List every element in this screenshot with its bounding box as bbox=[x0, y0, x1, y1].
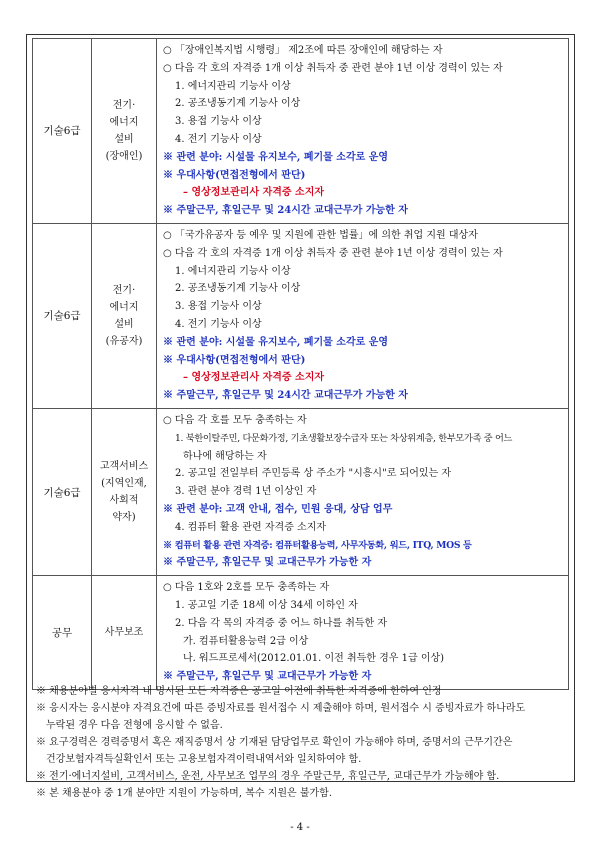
field-line: 설비 bbox=[114, 133, 134, 145]
requirement-line: 4. 전기 기능사 이상 bbox=[175, 318, 262, 330]
requirement-line: 나. 워드프로세서(2012.01.01. 이전 취득한 경우 1급 이상) bbox=[183, 653, 445, 665]
table-row bbox=[33, 408, 569, 575]
requirement-line: 1. 공고일 기준 18세 이상 34세 이하인 자 bbox=[175, 599, 358, 611]
field-line: (장애인) bbox=[105, 150, 143, 162]
field-line: 전기· bbox=[112, 284, 136, 296]
field-line: 설비 bbox=[114, 318, 134, 330]
field-line: 사무보조 bbox=[104, 627, 144, 638]
requirements-cell bbox=[157, 576, 569, 690]
field-cell bbox=[92, 576, 157, 690]
note-continuation: 건강보험자격득실확인서 또는 고용보험자격이력내역서와 일치하여야 함. bbox=[46, 754, 362, 765]
page-number: - 4 - bbox=[290, 822, 310, 833]
requirement-line: ※ 우대사항(면접전형에서 판단) bbox=[163, 169, 306, 181]
table-row bbox=[33, 576, 569, 690]
requirement-line: ○ 「국가유공자 등 예우 및 지원에 관한 법률」에 의한 취업 지원 대상자 bbox=[163, 229, 478, 241]
table-row bbox=[33, 223, 569, 408]
field-line: 전기· bbox=[112, 99, 136, 111]
field-line: 에너지 bbox=[109, 301, 139, 313]
requirement-line: 1. 북한이탈주민, 다문화가정, 기초생활보장수급자 또는 차상위계층, 한부모가족 중 어느 bbox=[175, 432, 513, 444]
requirement-line: 3. 관련 분야 경력 1년 이상인 자 bbox=[175, 486, 317, 498]
field-line: 사회적 bbox=[109, 495, 139, 507]
requirement-line: ○ 다음 각 호를 모두 충족하는 자 bbox=[163, 414, 307, 426]
note-continuation: 누락된 경우 다음 전형에 응시할 수 없음. bbox=[46, 720, 223, 731]
grade-cell: 기술6급 bbox=[33, 408, 92, 575]
field-cell bbox=[92, 39, 157, 224]
field-line: (지역인재, bbox=[101, 478, 147, 490]
requirement-line: 4. 전기 기능사 이상 bbox=[175, 133, 262, 145]
requirement-line: 가. 컴퓨터활용능력 2급 이상 bbox=[183, 635, 309, 647]
requirement-line: 3. 용접 기능사 이상 bbox=[175, 301, 262, 313]
requirement-line: ※ 컴퓨터 활용 관련 자격증: 컴퓨터활용능력, 사무자동화, 워드, ITQ, MOS 등 bbox=[163, 539, 472, 551]
requirement-line: ※ 주말근무, 휴일근무 및 교대근무가 가능한 자 bbox=[163, 557, 372, 569]
note-item: ※ 전기·에너지설비, 고객서비스, 운전, 사무보조 업무의 경우 주말근무, 휴일근무, 교대근무가 가능해야 함. bbox=[36, 771, 500, 782]
requirement-line: ※ 관련 분야: 시설물 유지보수, 폐기물 소각로 운영 bbox=[163, 336, 389, 348]
requirements-cell bbox=[157, 408, 569, 575]
requirement-line: 1. 에너지관리 기능사 이상 bbox=[175, 80, 291, 92]
requirement-line: 2. 다음 각 목의 자격증 중 어느 하나를 취득한 자 bbox=[175, 617, 388, 629]
requirement-line: ○ 다음 1호와 2호를 모두 충족하는 자 bbox=[163, 582, 330, 594]
requirement-line: 1. 에너지관리 기능사 이상 bbox=[175, 265, 291, 277]
field-cell bbox=[92, 223, 157, 408]
requirement-line: 3. 용접 기능사 이상 bbox=[175, 116, 262, 128]
note-item: ※ 본 채용분야 중 1개 분야만 지원이 가능하며, 복수 지원은 불가함. bbox=[36, 788, 333, 799]
requirement-line: ※ 관련 분야: 고객 안내, 접수, 민원 응대, 상담 업무 bbox=[163, 503, 393, 515]
requirement-line: ※ 우대사항(면접전형에서 판단) bbox=[163, 354, 306, 366]
requirement-line: – 영상정보관리사 자격증 소지자 bbox=[183, 187, 325, 199]
requirement-line: 4. 컴퓨터 활용 관련 자격증 소지자 bbox=[175, 521, 327, 533]
field-line: 고객서비스 bbox=[99, 461, 149, 473]
note-item: ※ 요구경력은 경력증명서 혹은 재직증명서 상 기재된 담당업무로 확인이 가능해야 하며, 증명서의 근무기간은 bbox=[36, 737, 513, 748]
grade-cell: 기술6급 bbox=[33, 39, 92, 224]
requirement-line: ○ 다음 각 호의 자격증 1개 이상 취득자 중 관련 분야 1년 이상 경력이 있는 자 bbox=[163, 62, 503, 74]
grade-cell: 기술6급 bbox=[33, 223, 92, 408]
requirement-line: – 영상정보관리사 자격증 소지자 bbox=[183, 372, 325, 384]
requirements-cell bbox=[157, 39, 569, 224]
requirement-line: ※ 주말근무, 휴일근무 및 교대근무가 가능한 자 bbox=[163, 671, 372, 683]
requirement-line: ○ 다음 각 호의 자격증 1개 이상 취득자 중 관련 분야 1년 이상 경력이 있는 자 bbox=[163, 247, 503, 259]
requirement-line: ○ 「장애인복지법 시행령」 제2조에 따른 장애인에 해당하는 자 bbox=[163, 45, 443, 56]
field-line: (유공자) bbox=[105, 335, 143, 347]
requirement-line: ※ 주말근무, 휴일근무 및 24시간 교대근무가 가능한 자 bbox=[163, 205, 408, 217]
notes-section bbox=[36, 683, 566, 802]
requirements-cell bbox=[157, 223, 569, 408]
requirement-line: 2. 공고일 전일부터 주민등록 상 주소가 "시흥시"로 되어있는 자 bbox=[175, 468, 452, 480]
note-item: ※ 응시자는 응시분야 자격요건에 따른 증빙자료를 원서접수 시 제출해야 하며, 원서접수 시 증빙자료가 하나라도 bbox=[36, 703, 526, 714]
note-item: ※ 채용분야별 응시자격 내 명시된 모든 자격증은 공고일 이전에 취득한 자격증에 한하여 인정 bbox=[36, 686, 442, 697]
field-line: 약자) bbox=[112, 512, 136, 524]
requirement-line: ※ 관련 분야: 시설물 유지보수, 폐기물 소각로 운영 bbox=[163, 151, 389, 163]
qualification-table bbox=[32, 38, 569, 690]
requirement-line: ※ 주말근무, 휴일근무 및 24시간 교대근무가 가능한 자 bbox=[163, 390, 408, 402]
requirement-line: 하나에 해당하는 자 bbox=[183, 450, 267, 462]
grade-cell: 공무 bbox=[33, 576, 92, 690]
table-row bbox=[33, 39, 569, 224]
requirement-line: 2. 공조냉동기계 기능사 이상 bbox=[175, 98, 301, 110]
requirement-line: 2. 공조냉동기계 기능사 이상 bbox=[175, 283, 301, 295]
field-cell bbox=[92, 408, 157, 575]
field-line: 에너지 bbox=[109, 116, 139, 128]
